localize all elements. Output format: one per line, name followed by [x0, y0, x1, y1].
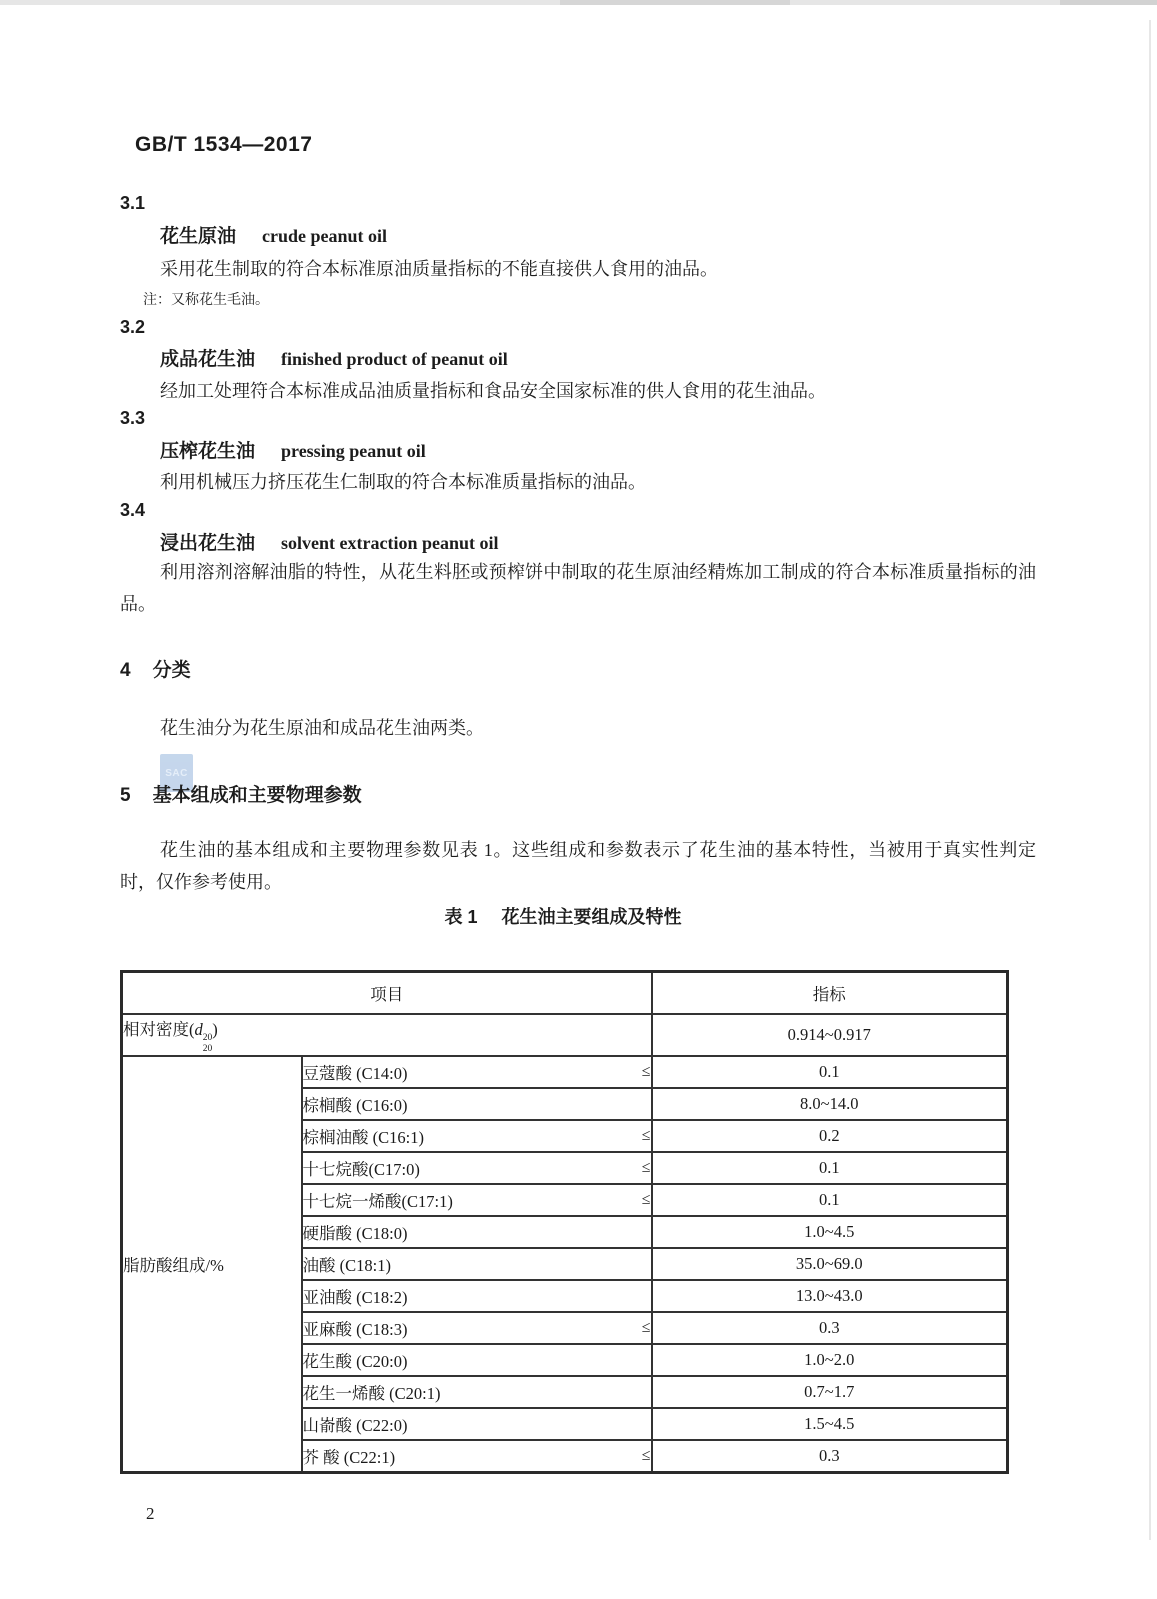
fatty-acid-name: 豆蔻酸 (C14:0): [302, 1064, 408, 1083]
fatty-acid-value: 1.5~4.5: [652, 1408, 1008, 1440]
term-cn: 压榨花生油: [160, 441, 256, 462]
fatty-acid-name: 棕榈酸 (C16:0): [302, 1096, 408, 1115]
term-cn: 花生原油: [160, 226, 237, 247]
fatty-acid-value: 0.7~1.7: [652, 1376, 1008, 1408]
fatty-acid-value: 0.1: [652, 1184, 1008, 1216]
fatty-acid-name-cell: [302, 1248, 652, 1280]
fatty-acid-name: 十七烷一烯酸(C17:1): [302, 1192, 453, 1211]
less-than-or-equal-sign: ≤: [641, 1319, 651, 1336]
fatty-acid-name: 花生酸 (C20:0): [302, 1352, 408, 1371]
fatty-acid-name: 山嵛酸 (C22:0): [302, 1416, 408, 1435]
definition-3-1: 采用花生制取的符合本标准原油质量指标的不能直接供人食用的油品。: [160, 259, 718, 279]
definition-3-3: 利用机械压力挤压花生仁制取的符合本标准质量指标的油品。: [160, 472, 646, 492]
sac-watermark-stamp: SAC: [160, 754, 193, 792]
composition-table: [120, 970, 1009, 1474]
fatty-acid-name-cell: [302, 1152, 652, 1184]
term-en: finished product of peanut oil: [281, 349, 508, 369]
section-title: 分类: [152, 660, 191, 681]
density-label: 相对密度(d 20 20 ): [122, 1014, 652, 1056]
fatty-acid-name: 油酸 (C18:1): [302, 1256, 391, 1275]
fatty-acid-name-cell: [302, 1184, 652, 1216]
less-than-or-equal-sign: ≤: [641, 1447, 651, 1464]
fatty-acid-name-cell: [302, 1376, 652, 1408]
fatty-acid-name-cell: [302, 1120, 652, 1152]
section-number: 5: [120, 785, 131, 806]
section-5-body: 花生油的基本组成和主要物理参数见表 1。这些组成和参数表示了花生油的基本特性，当被用于真实性判定时，仅作参考使用。: [120, 840, 1036, 892]
scan-artifact-right-edge: [1149, 20, 1151, 1540]
fatty-acid-name: 棕榈油酸 (C16:1): [302, 1128, 424, 1147]
table-number: 表 1: [444, 907, 478, 927]
fatty-acid-name-cell: [302, 1056, 652, 1088]
table-header-row: [122, 972, 1008, 1015]
section-number: 4: [120, 660, 131, 681]
fatty-acid-name-cell: [302, 1088, 652, 1120]
table-1-title: [120, 903, 1006, 929]
fatty-acid-name: 亚油酸 (C18:2): [302, 1288, 408, 1307]
less-than-or-equal-sign: ≤: [641, 1191, 651, 1208]
fatty-acid-name: 芥 酸 (C22:1): [302, 1448, 396, 1467]
fatty-acid-name-cell: [302, 1312, 652, 1344]
density-value: 0.914~0.917: [652, 1014, 1008, 1056]
term-3-2: [160, 344, 508, 371]
term-3-1: [160, 221, 387, 248]
fatty-acid-name: 花生一烯酸 (C20:1): [302, 1384, 441, 1403]
less-than-or-equal-sign: ≤: [641, 1127, 651, 1144]
section-5-heading: [120, 780, 362, 807]
fatty-acid-value: 8.0~14.0: [652, 1088, 1008, 1120]
clause-number-3-2: 3.2: [120, 317, 146, 337]
page-number: 2: [146, 1504, 155, 1523]
term-cn: 成品花生油: [160, 349, 256, 370]
term-en: pressing peanut oil: [281, 441, 426, 461]
fatty-acid-name: 硬脂酸 (C18:0): [302, 1224, 408, 1243]
fatty-acid-name-cell: [302, 1280, 652, 1312]
term-en: solvent extraction peanut oil: [281, 533, 499, 553]
scan-artifact-top: [0, 0, 1157, 5]
table-header-item: 项目: [122, 972, 652, 1015]
fatty-acid-value: 0.1: [652, 1152, 1008, 1184]
fatty-acid-value: 13.0~43.0: [652, 1280, 1008, 1312]
clause-number-3-4: 3.4: [120, 500, 146, 520]
fatty-acid-name-cell: [302, 1440, 652, 1473]
fatty-acid-value: 35.0~69.0: [652, 1248, 1008, 1280]
term-cn: 浸出花生油: [160, 533, 256, 554]
clause-number-3-1: 3.1: [120, 193, 146, 213]
table-title-text: 花生油主要组成及特性: [501, 907, 682, 927]
fatty-acid-group-label: 脂肪酸组成/%: [122, 1056, 302, 1473]
fatty-acid-name-cell: [302, 1408, 652, 1440]
standard-number-header: GB/T 1534—2017: [135, 133, 313, 156]
fatty-acid-name-cell: [302, 1344, 652, 1376]
fatty-acid-value: 0.3: [652, 1440, 1008, 1473]
section-title: 基本组成和主要物理参数: [152, 785, 362, 806]
fatty-acid-value: 0.1: [652, 1056, 1008, 1088]
fatty-acid-value: 0.3: [652, 1312, 1008, 1344]
fatty-acid-value: 1.0~2.0: [652, 1344, 1008, 1376]
fatty-acid-name: 亚麻酸 (C18:3): [302, 1320, 408, 1339]
fatty-acid-name-cell: [302, 1216, 652, 1248]
term-3-4: [160, 528, 499, 555]
fatty-acid-value: 0.2: [652, 1120, 1008, 1152]
note-3-1: 注：又称花生毛油。: [143, 293, 269, 308]
clause-number-3-3: 3.3: [120, 408, 146, 428]
term-3-3: [160, 436, 426, 463]
table-header-value: 指标: [652, 972, 1008, 1015]
less-than-or-equal-sign: ≤: [641, 1159, 651, 1176]
less-than-or-equal-sign: ≤: [641, 1063, 651, 1080]
section-4-heading: [120, 655, 191, 682]
fatty-acid-row: [122, 1056, 1008, 1088]
section-4-body: 花生油分为花生原油和成品花生油两类。: [160, 718, 484, 738]
definition-3-2: 经加工处理符合本标准成品油质量指标和食品安全国家标准的供人食用的花生油品。: [160, 381, 826, 401]
term-en: crude peanut oil: [262, 226, 388, 246]
fatty-acid-name: 十七烷酸(C17:0): [302, 1160, 420, 1179]
density-row: [122, 1014, 1008, 1056]
fatty-acid-value: 1.0~4.5: [652, 1216, 1008, 1248]
definition-3-4: 利用溶剂溶解油脂的特性，从花生料胚或预榨饼中制取的花生原油经精炼加工制成的符合本标准质量指标的油品。: [120, 562, 1036, 614]
